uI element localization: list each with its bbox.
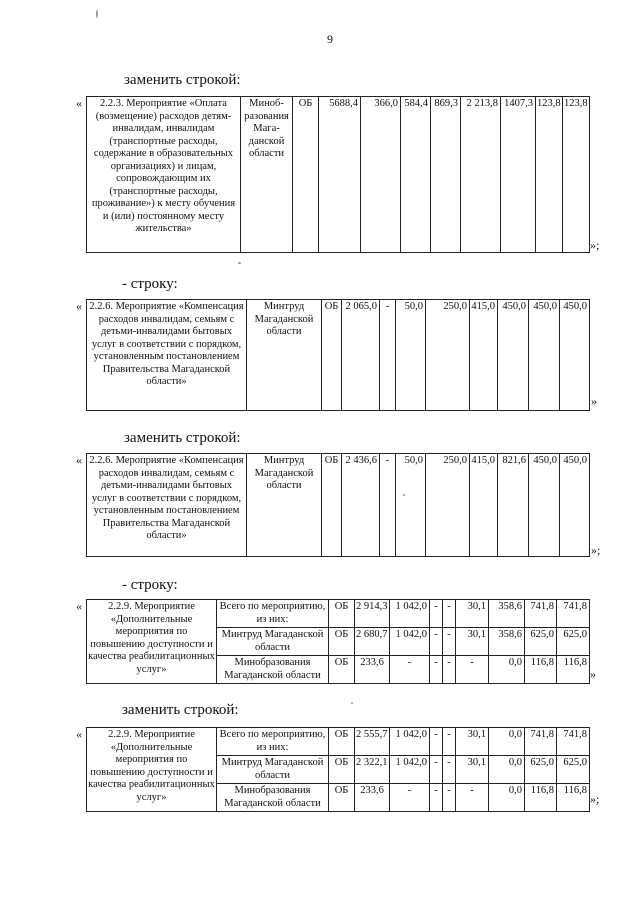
value-cell: 30,1 (456, 600, 489, 628)
value-cell: 625,0 (525, 628, 557, 656)
value-cell: 450,0 (560, 300, 590, 411)
section-2-close-quote: » (591, 394, 597, 408)
section-4-close-quote: » (590, 667, 596, 681)
value-cell: 741,8 (525, 600, 557, 628)
value-cell: - (456, 656, 489, 684)
value-cell: 233,6 (355, 656, 390, 684)
funding-source: ОБ (329, 628, 355, 656)
value-cell: - (380, 454, 396, 557)
value-cell: 2 680,7 (355, 628, 390, 656)
section-3-table (86, 453, 590, 557)
value-cell: 250,0 (426, 300, 470, 411)
page-number: 9 (327, 32, 333, 46)
table-row (87, 97, 590, 253)
funding-source: ОБ (322, 300, 342, 411)
measure-name: 2.2.3. Мероприятие «Оплата (возмещение) расходов детям-инвалидам, инвалидам (транспортные расходы, содержание в образовательных организациях) и лицам, сопровождающим их (транспортные расходы, проживание») к месту обучения и (или) постоянному месту жительства» (87, 97, 241, 253)
value-cell: - (380, 300, 396, 411)
value-cell: 5688,4 (319, 97, 361, 253)
section-1-heading: заменить строкой: (124, 72, 241, 88)
value-cell: - (443, 600, 456, 628)
measure-name: 2.2.6. Мероприятие «Компенсация расходов инвалидам, семьям с детьми-инвалидами бытовых услуг в соответствии с порядком, установленным постановлением Правительства Магаданской области» (87, 454, 247, 557)
value-cell: 123,8 (563, 97, 590, 253)
section-3-open-quote: « (76, 453, 82, 467)
value-cell: 450,0 (498, 300, 529, 411)
value-cell: - (430, 656, 443, 684)
value-cell: 233,6 (355, 784, 390, 812)
value-cell: 358,6 (489, 600, 525, 628)
table-row (87, 454, 590, 557)
value-cell: 450,0 (529, 454, 560, 557)
value-cell: 741,8 (557, 728, 590, 756)
table-row (87, 600, 590, 628)
value-cell: 1 042,0 (390, 600, 430, 628)
section-4-table (86, 599, 590, 684)
value-cell: 625,0 (557, 756, 590, 784)
value-cell: 450,0 (529, 300, 560, 411)
value-cell: 0,0 (489, 756, 525, 784)
value-cell: 50,0 (396, 454, 426, 557)
value-cell: - (456, 784, 489, 812)
section-5-close-quote: »; (590, 792, 600, 806)
value-cell: 625,0 (557, 628, 590, 656)
value-cell: - (390, 656, 430, 684)
table-row (87, 728, 590, 756)
scan-speck (403, 494, 405, 496)
funding-source: ОБ (329, 756, 355, 784)
executor: Минобразования Магаданской области (217, 784, 329, 812)
value-cell: - (443, 784, 456, 812)
value-cell: 2 436,6 (342, 454, 380, 557)
funding-source: ОБ (329, 728, 355, 756)
scan-speck (96, 10, 98, 18)
value-cell: 2 914,3 (355, 600, 390, 628)
section-4-open-quote: « (76, 599, 82, 613)
funding-source: ОБ (322, 454, 342, 557)
value-cell: - (390, 784, 430, 812)
value-cell: 821,6 (498, 454, 529, 557)
funding-source: ОБ (329, 600, 355, 628)
value-cell: 358,6 (489, 628, 525, 656)
section-2-open-quote: « (76, 299, 82, 313)
value-cell: 250,0 (426, 454, 470, 557)
measure-name: 2.2.9. Мероприятие «Дополнительные мероприятия по повышению доступности и качества реабилитационных услуг» (87, 600, 217, 684)
funding-source: ОБ (329, 784, 355, 812)
section-2-heading: - строку: (122, 276, 178, 292)
executor: Всего по мероприятию, из них: (217, 600, 329, 628)
value-cell: - (430, 600, 443, 628)
value-cell: 0,0 (489, 656, 525, 684)
section-4-heading: - строку: (122, 577, 178, 593)
value-cell: 2 213,8 (461, 97, 501, 253)
scan-speck (351, 702, 353, 704)
value-cell: 116,8 (557, 784, 590, 812)
section-1-table (86, 96, 590, 253)
value-cell: 116,8 (525, 784, 557, 812)
value-cell: - (443, 728, 456, 756)
value-cell: 450,0 (560, 454, 590, 557)
value-cell: 366,0 (361, 97, 401, 253)
value-cell: 30,1 (456, 628, 489, 656)
value-cell: 741,8 (525, 728, 557, 756)
value-cell: 50,0 (396, 300, 426, 411)
value-cell: 1 042,0 (390, 756, 430, 784)
value-cell: 0,0 (489, 728, 525, 756)
executor: Минобразования Магаданской области (217, 656, 329, 684)
funding-source: ОБ (293, 97, 319, 253)
section-5-heading: заменить строкой: (122, 702, 239, 718)
value-cell: 1 042,0 (390, 628, 430, 656)
value-cell: 30,1 (456, 756, 489, 784)
value-cell: 2 555,7 (355, 728, 390, 756)
value-cell: 123,8 (536, 97, 563, 253)
value-cell: - (443, 628, 456, 656)
value-cell: 116,8 (525, 656, 557, 684)
value-cell: 625,0 (525, 756, 557, 784)
scan-speck (238, 262, 241, 264)
value-cell: 415,0 (470, 300, 498, 411)
section-3-close-quote: »; (591, 543, 601, 557)
value-cell: 1 042,0 (390, 728, 430, 756)
table-row (87, 300, 590, 411)
value-cell: - (443, 756, 456, 784)
measure-name: 2.2.9. Мероприятие «Дополнительные мероприятия по повышению доступности и качества реабилитационных услуг» (87, 728, 217, 812)
funding-source: ОБ (329, 656, 355, 684)
section-1-close-quote: »; (590, 238, 600, 252)
value-cell: 30,1 (456, 728, 489, 756)
value-cell: - (430, 728, 443, 756)
value-cell: - (443, 656, 456, 684)
executor: Минтруд Магаданской области (247, 454, 322, 557)
value-cell: - (430, 756, 443, 784)
value-cell: 741,8 (557, 600, 590, 628)
value-cell: 415,0 (470, 454, 498, 557)
section-1-open-quote: « (76, 96, 82, 110)
measure-name: 2.2.6. Мероприятие «Компенсация расходов инвалидам, семьям с детьми-инвалидами бытовых услуг в соответствии с порядком, установленным постановлением Правительства Магаданской области» (87, 300, 247, 411)
section-5-open-quote: « (76, 727, 82, 741)
section-3-heading: заменить строкой: (124, 430, 241, 446)
executor: Миноб-разования Мага-данской области (241, 97, 293, 253)
value-cell: 1407,3 (501, 97, 536, 253)
executor: Всего по мероприятию, из них: (217, 728, 329, 756)
executor: Минтруд Магаданской области (217, 628, 329, 656)
section-5-table (86, 727, 590, 812)
executor: Минтруд Магаданской области (217, 756, 329, 784)
value-cell: 584,4 (401, 97, 431, 253)
section-2-table (86, 299, 590, 411)
value-cell: - (430, 628, 443, 656)
value-cell: 0,0 (489, 784, 525, 812)
value-cell: 116,8 (557, 656, 590, 684)
value-cell: 2 322,1 (355, 756, 390, 784)
value-cell: 2 065,0 (342, 300, 380, 411)
executor: Минтруд Магаданской области (247, 300, 322, 411)
value-cell: 869,3 (431, 97, 461, 253)
value-cell: - (430, 784, 443, 812)
